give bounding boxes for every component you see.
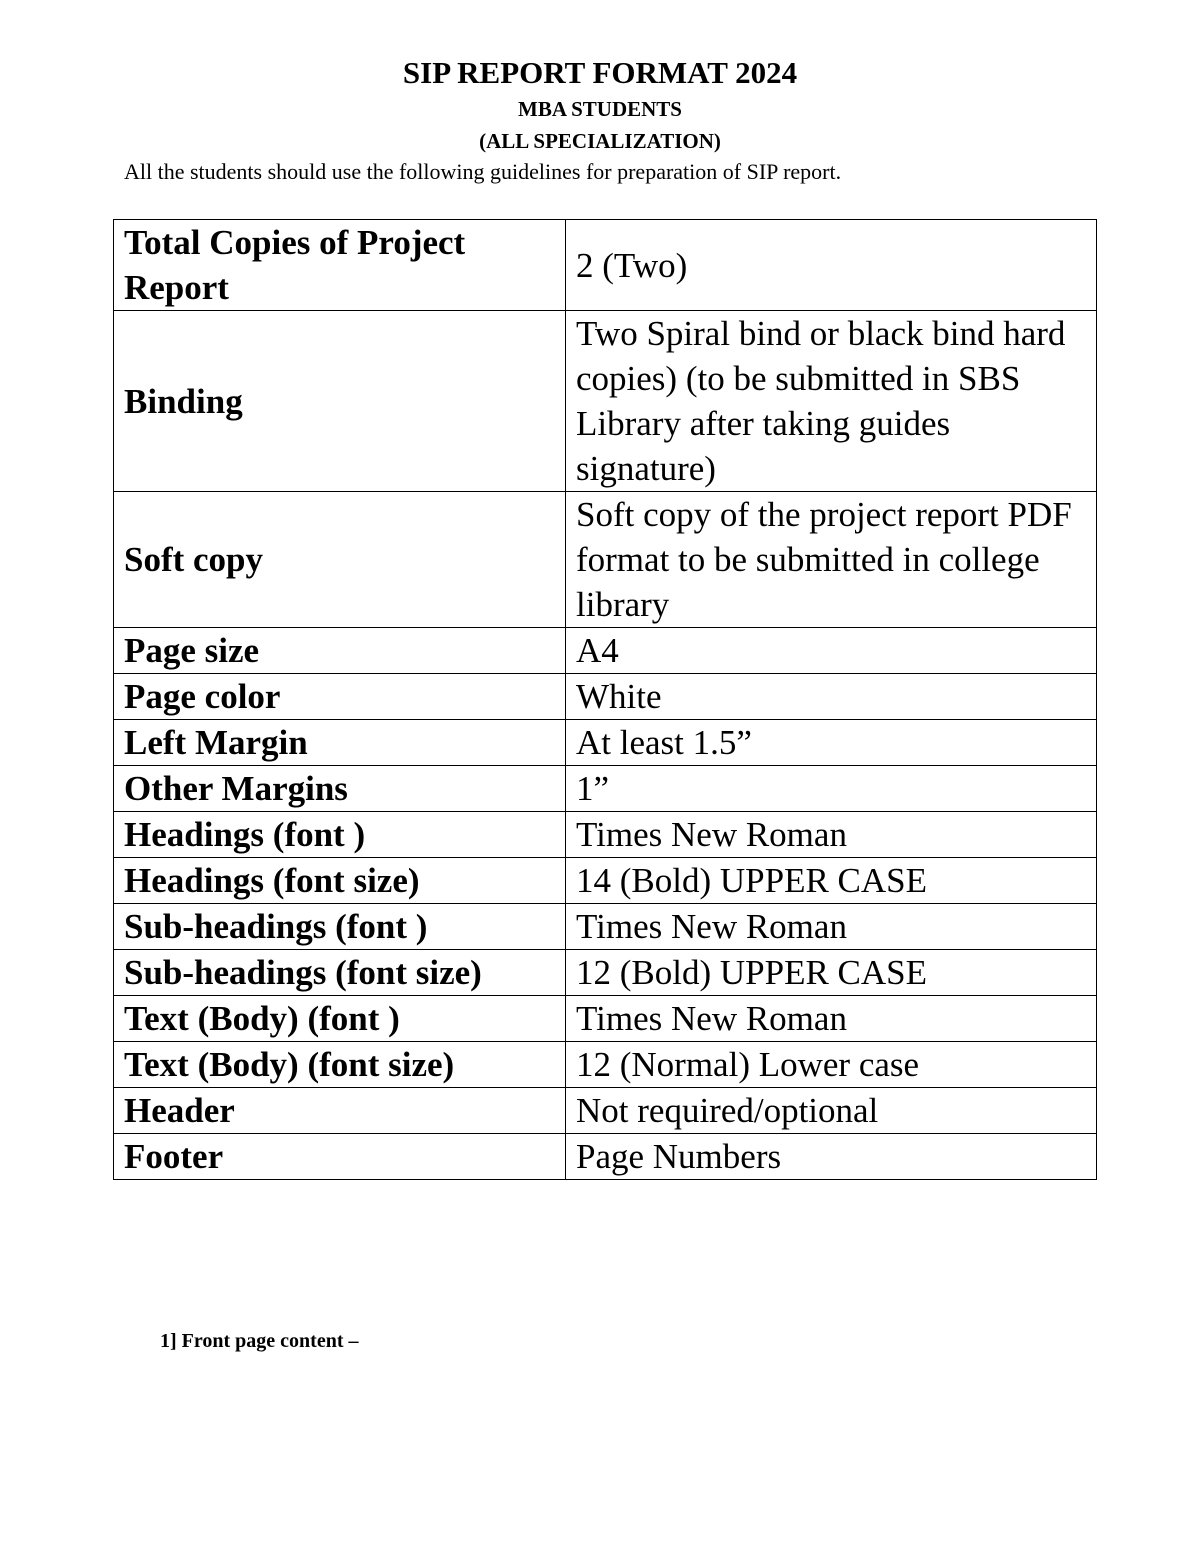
page-title: SIP REPORT FORMAT 2024 xyxy=(402,55,798,90)
row-value: Two Spiral bind or black bind hard copies) (to be submitted in SBS Library after taking guides signature) xyxy=(566,311,1097,492)
row-key: Total Copies of Project Report xyxy=(114,220,566,311)
row-key: Soft copy xyxy=(114,492,566,628)
row-key: Sub-headings (font ) xyxy=(114,904,566,950)
row-value: 12 (Bold) UPPER CASE xyxy=(566,950,1097,996)
row-key: Sub-headings (font size) xyxy=(114,950,566,996)
table-row xyxy=(114,628,1097,674)
row-key: Text (Body) (font ) xyxy=(114,996,566,1042)
table-row xyxy=(114,1088,1097,1134)
row-value: 1” xyxy=(566,766,1097,812)
row-value: Soft copy of the project report PDF format to be submitted in college library xyxy=(566,492,1097,628)
row-key: Header xyxy=(114,1088,566,1134)
row-key: Binding xyxy=(114,311,566,492)
table-row xyxy=(114,812,1097,858)
table-row xyxy=(114,674,1097,720)
row-key: Headings (font size) xyxy=(114,858,566,904)
table-row xyxy=(114,492,1097,628)
table-row xyxy=(114,996,1097,1042)
row-value: 14 (Bold) UPPER CASE xyxy=(566,858,1097,904)
row-key: Text (Body) (font size) xyxy=(114,1042,566,1088)
specialization-note: (ALL SPECIALIZATION) xyxy=(479,129,721,153)
table-row xyxy=(114,720,1097,766)
format-guidelines-table xyxy=(113,219,1097,1180)
row-value: Times New Roman xyxy=(566,904,1097,950)
row-value: At least 1.5” xyxy=(566,720,1097,766)
row-value: A4 xyxy=(566,628,1097,674)
row-value: Times New Roman xyxy=(566,812,1097,858)
table-row xyxy=(114,1134,1097,1180)
row-value: 12 (Normal) Lower case xyxy=(566,1042,1097,1088)
row-value: Times New Roman xyxy=(566,996,1097,1042)
table-row xyxy=(114,858,1097,904)
table-row xyxy=(114,766,1097,812)
row-key: Page size xyxy=(114,628,566,674)
row-value: Page Numbers xyxy=(566,1134,1097,1180)
row-key: Page color xyxy=(114,674,566,720)
row-value: Not required/optional xyxy=(566,1088,1097,1134)
table-row xyxy=(114,950,1097,996)
table-row xyxy=(114,220,1097,311)
row-key: Footer xyxy=(114,1134,566,1180)
table-row xyxy=(114,904,1097,950)
table-row xyxy=(114,1042,1097,1088)
table-row xyxy=(114,311,1097,492)
row-key: Headings (font ) xyxy=(114,812,566,858)
row-value: 2 (Two) xyxy=(566,220,1097,311)
front-page-content-heading: 1] Front page content – xyxy=(160,1330,359,1352)
page-subtitle: MBA STUDENTS xyxy=(518,97,682,121)
intro-text: All the students should use the following guidelines for preparation of SIP report. xyxy=(124,159,842,184)
row-key: Left Margin xyxy=(114,720,566,766)
row-value: White xyxy=(566,674,1097,720)
row-key: Other Margins xyxy=(114,766,566,812)
